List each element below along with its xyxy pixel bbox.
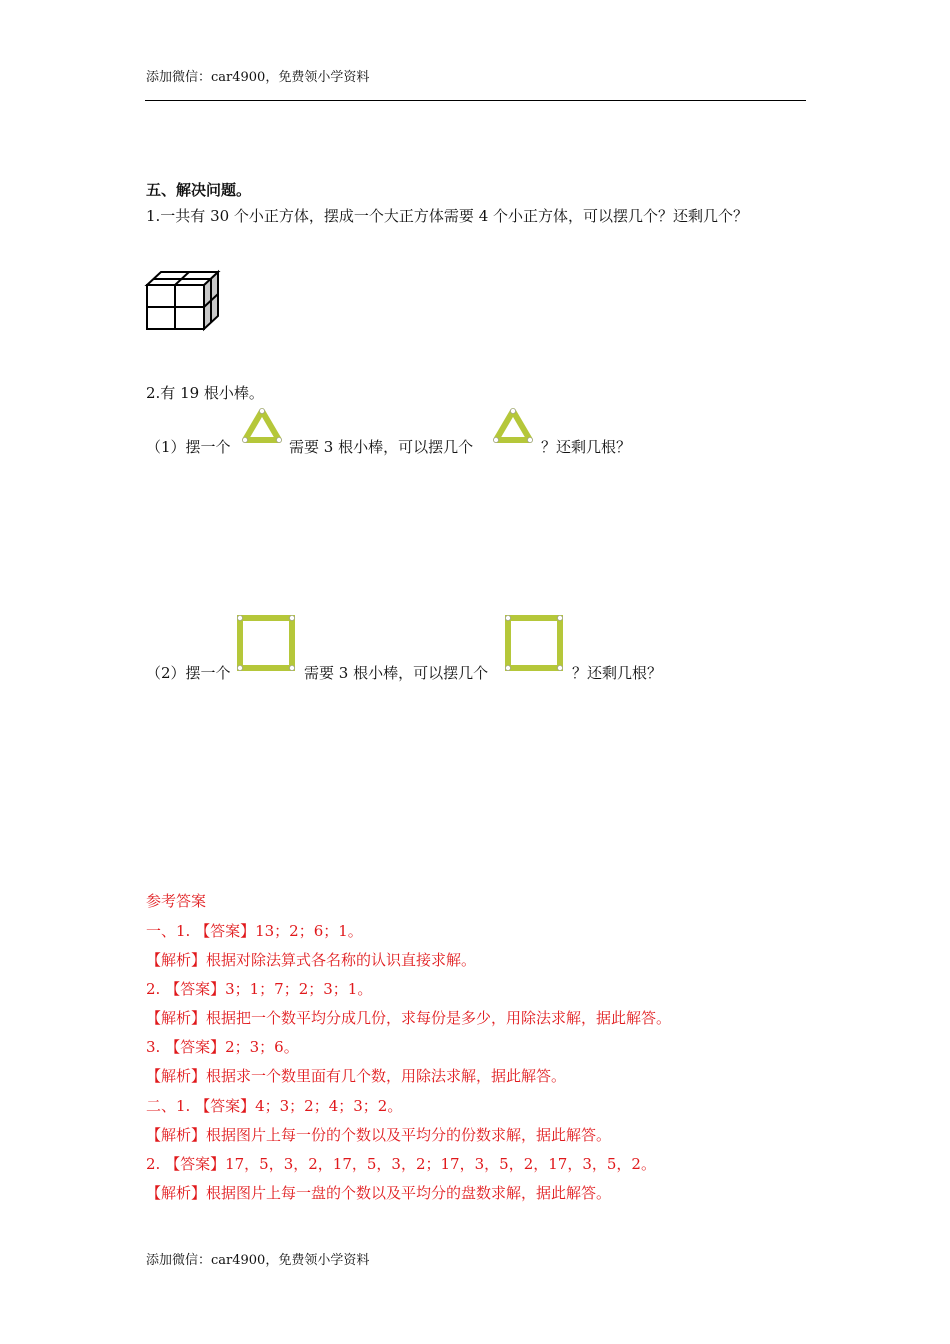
question-2-1-part-a: （1）摆一个 [146, 438, 231, 456]
triangle-sticks-icon [240, 406, 284, 446]
header-rule [145, 100, 806, 101]
question-1: 1.一共有 30 个小正方体，摆成一个大正方体需要 4 个小正方体，可以摆几个？还剩几个？ [146, 207, 749, 225]
question-2-1-part-c: ？还剩几根？ [541, 438, 632, 456]
answer-line: 2. 【答案】17，5，3，2，17，5，3，2；17，3，5，2，17，3，5，2。 [146, 1155, 656, 1173]
answer-line: 【解析】根据求一个数里面有几个数，用除法求解，据此解答。 [146, 1067, 567, 1085]
answers-title: 参考答案 [146, 892, 207, 910]
answer-line: 【解析】根据图片上每一份的个数以及平均分的份数求解，据此解答。 [146, 1126, 612, 1144]
square-sticks-icon [502, 612, 568, 674]
answer-line: 【解析】根据图片上每一盘的个数以及平均分的盘数求解，据此解答。 [146, 1184, 612, 1202]
question-2-1-part-b: 需要 3 根小棒，可以摆几个 [289, 438, 474, 456]
answer-line: 【解析】根据对除法算式各名称的认识直接求解。 [146, 951, 477, 969]
square-sticks-icon [234, 612, 300, 674]
section-title: 五、解决问题。 [146, 181, 252, 199]
answer-line: 一、1. 【答案】13；2；6；1。 [146, 922, 363, 940]
page-header: 添加微信：car4900，免费领小学资料 [146, 70, 370, 85]
page-footer: 添加微信：car4900，免费领小学资料 [146, 1253, 370, 1268]
answer-line: 【解析】根据把一个数平均分成几份，求每份是多少，用除法求解，据此解答。 [146, 1009, 672, 1027]
answer-line: 2. 【答案】3；1；7；2；3；1。 [146, 980, 373, 998]
question-2-intro: 2.有 19 根小棒。 [146, 384, 264, 402]
cube-stack-figure [140, 264, 230, 334]
answer-line: 3. 【答案】2；3；6。 [146, 1038, 299, 1056]
triangle-sticks-icon [491, 406, 535, 446]
question-2-2-part-b: 需要 3 根小棒，可以摆几个 [304, 664, 489, 682]
question-2-2-part-a: （2）摆一个 [146, 664, 231, 682]
question-2-2-part-c: ？还剩几根？ [572, 664, 663, 682]
answer-line: 二、1. 【答案】4；3；2；4；3；2。 [146, 1097, 403, 1115]
